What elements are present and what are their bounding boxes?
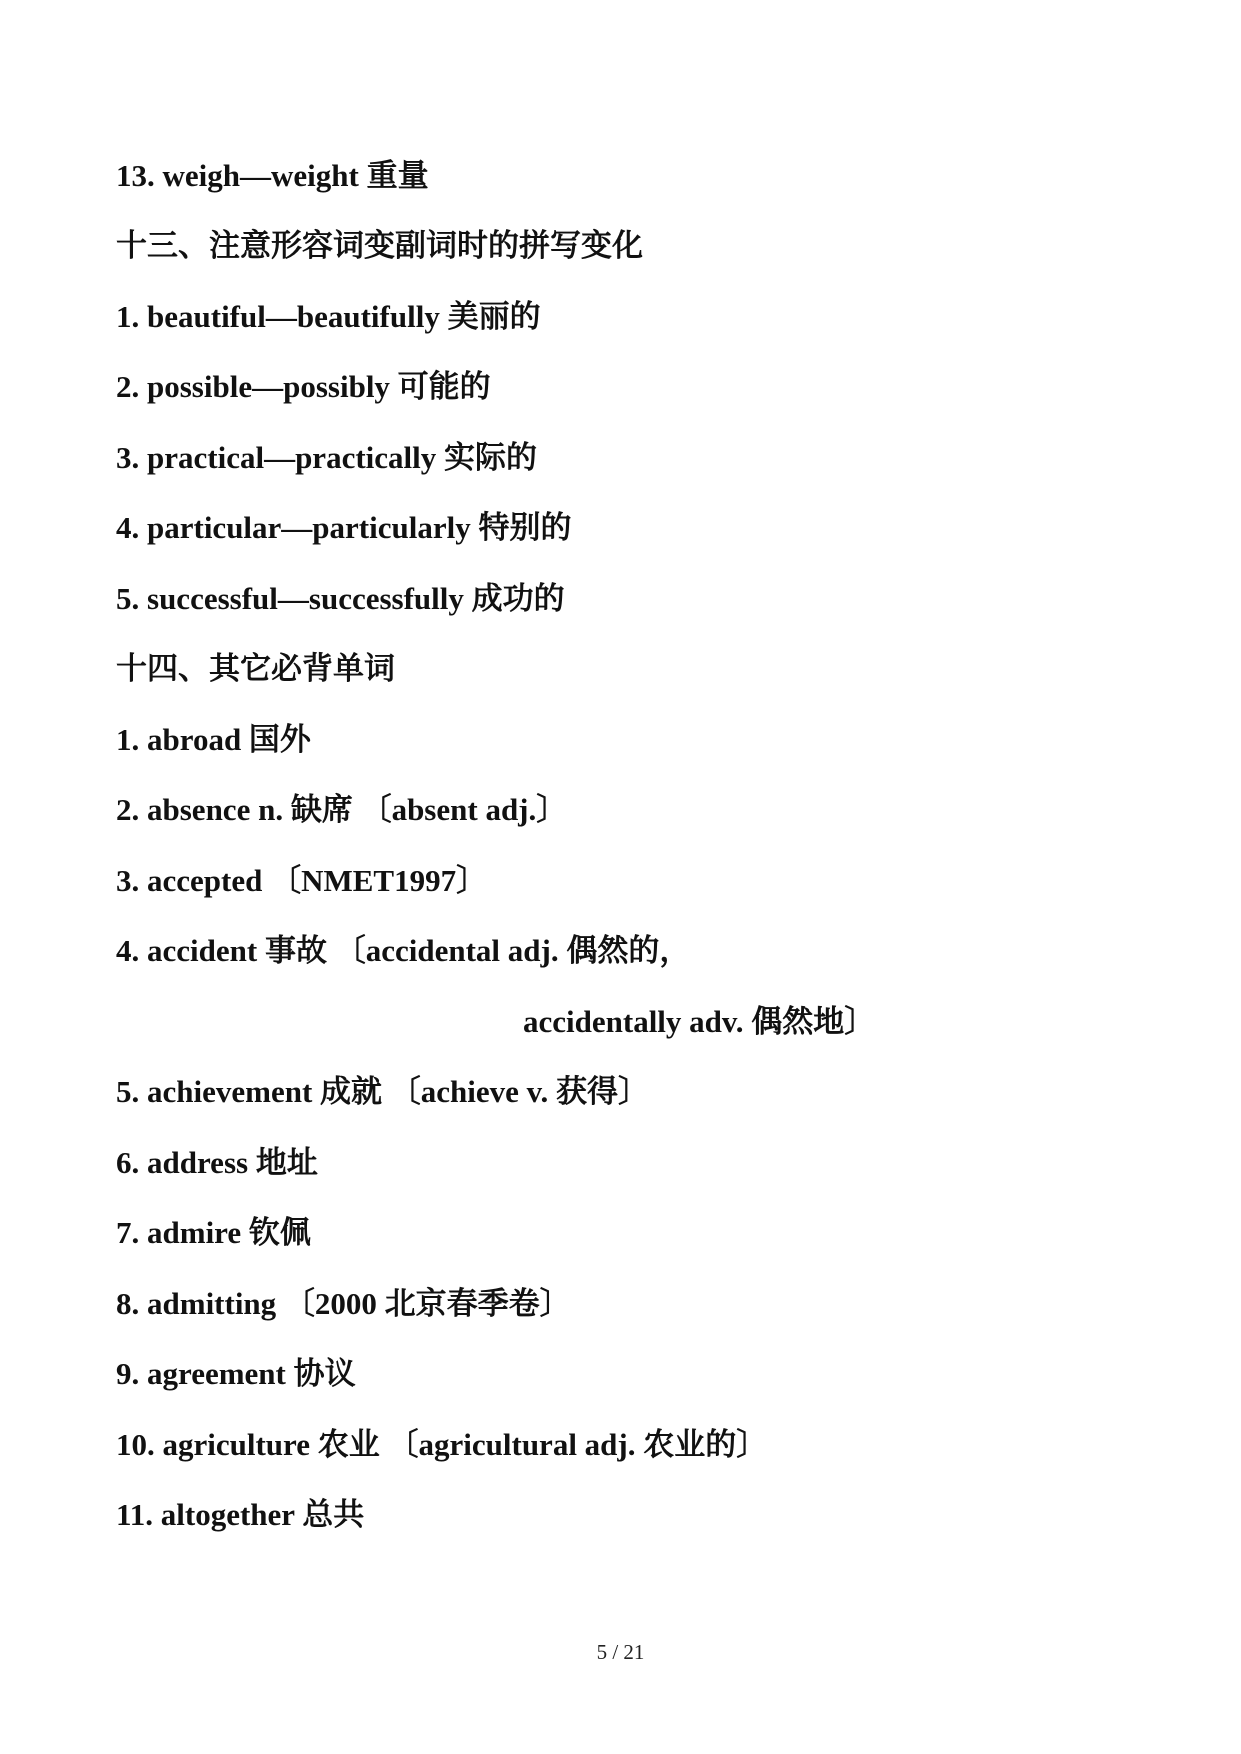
text-line: 9. agreement 协议 [116, 1356, 356, 1391]
section-heading: 十四、其它必背单词 [116, 651, 395, 686]
text-line: 8. admitting 〔2000 北京春季卷〕 [116, 1286, 571, 1321]
text-line: 7. admire 钦佩 [116, 1215, 311, 1250]
text-line: 3. practical—practically 实际的 [116, 440, 537, 475]
text-line: 1. beautiful—beautifully 美丽的 [116, 299, 541, 334]
text-line: 13. weigh—weight 重量 [116, 158, 429, 193]
page-number: 5 / 21 [596, 1640, 645, 1664]
text-line: 2. absence n. 缺席 〔absent adj.〕 [116, 792, 568, 827]
text-line: 2. possible—possibly 可能的 [116, 369, 491, 404]
text-line: 4. particular—particularly 特别的 [116, 510, 572, 545]
text-line: 1. abroad 国外 [116, 722, 311, 757]
text-line: 5. achievement 成就 〔achieve v. 获得〕 [116, 1074, 649, 1109]
text-line: 3. accepted 〔NMET1997〕 [116, 863, 488, 898]
text-line: 10. agriculture 农业 〔agricultural adj. 农业的〕 [116, 1427, 768, 1462]
text-line: 6. address 地址 [116, 1145, 318, 1180]
text-line: 4. accident 事故 〔accidental adj. 偶然的， [116, 933, 691, 968]
text-line-continuation: accidentally adv. 偶然地〕 [523, 1004, 876, 1039]
text-line: 5. successful—successfully 成功的 [116, 581, 565, 616]
text-line: 11. altogether 总共 [116, 1497, 365, 1532]
section-heading: 十三、注意形容词变副词时的拼写变化 [116, 228, 643, 263]
